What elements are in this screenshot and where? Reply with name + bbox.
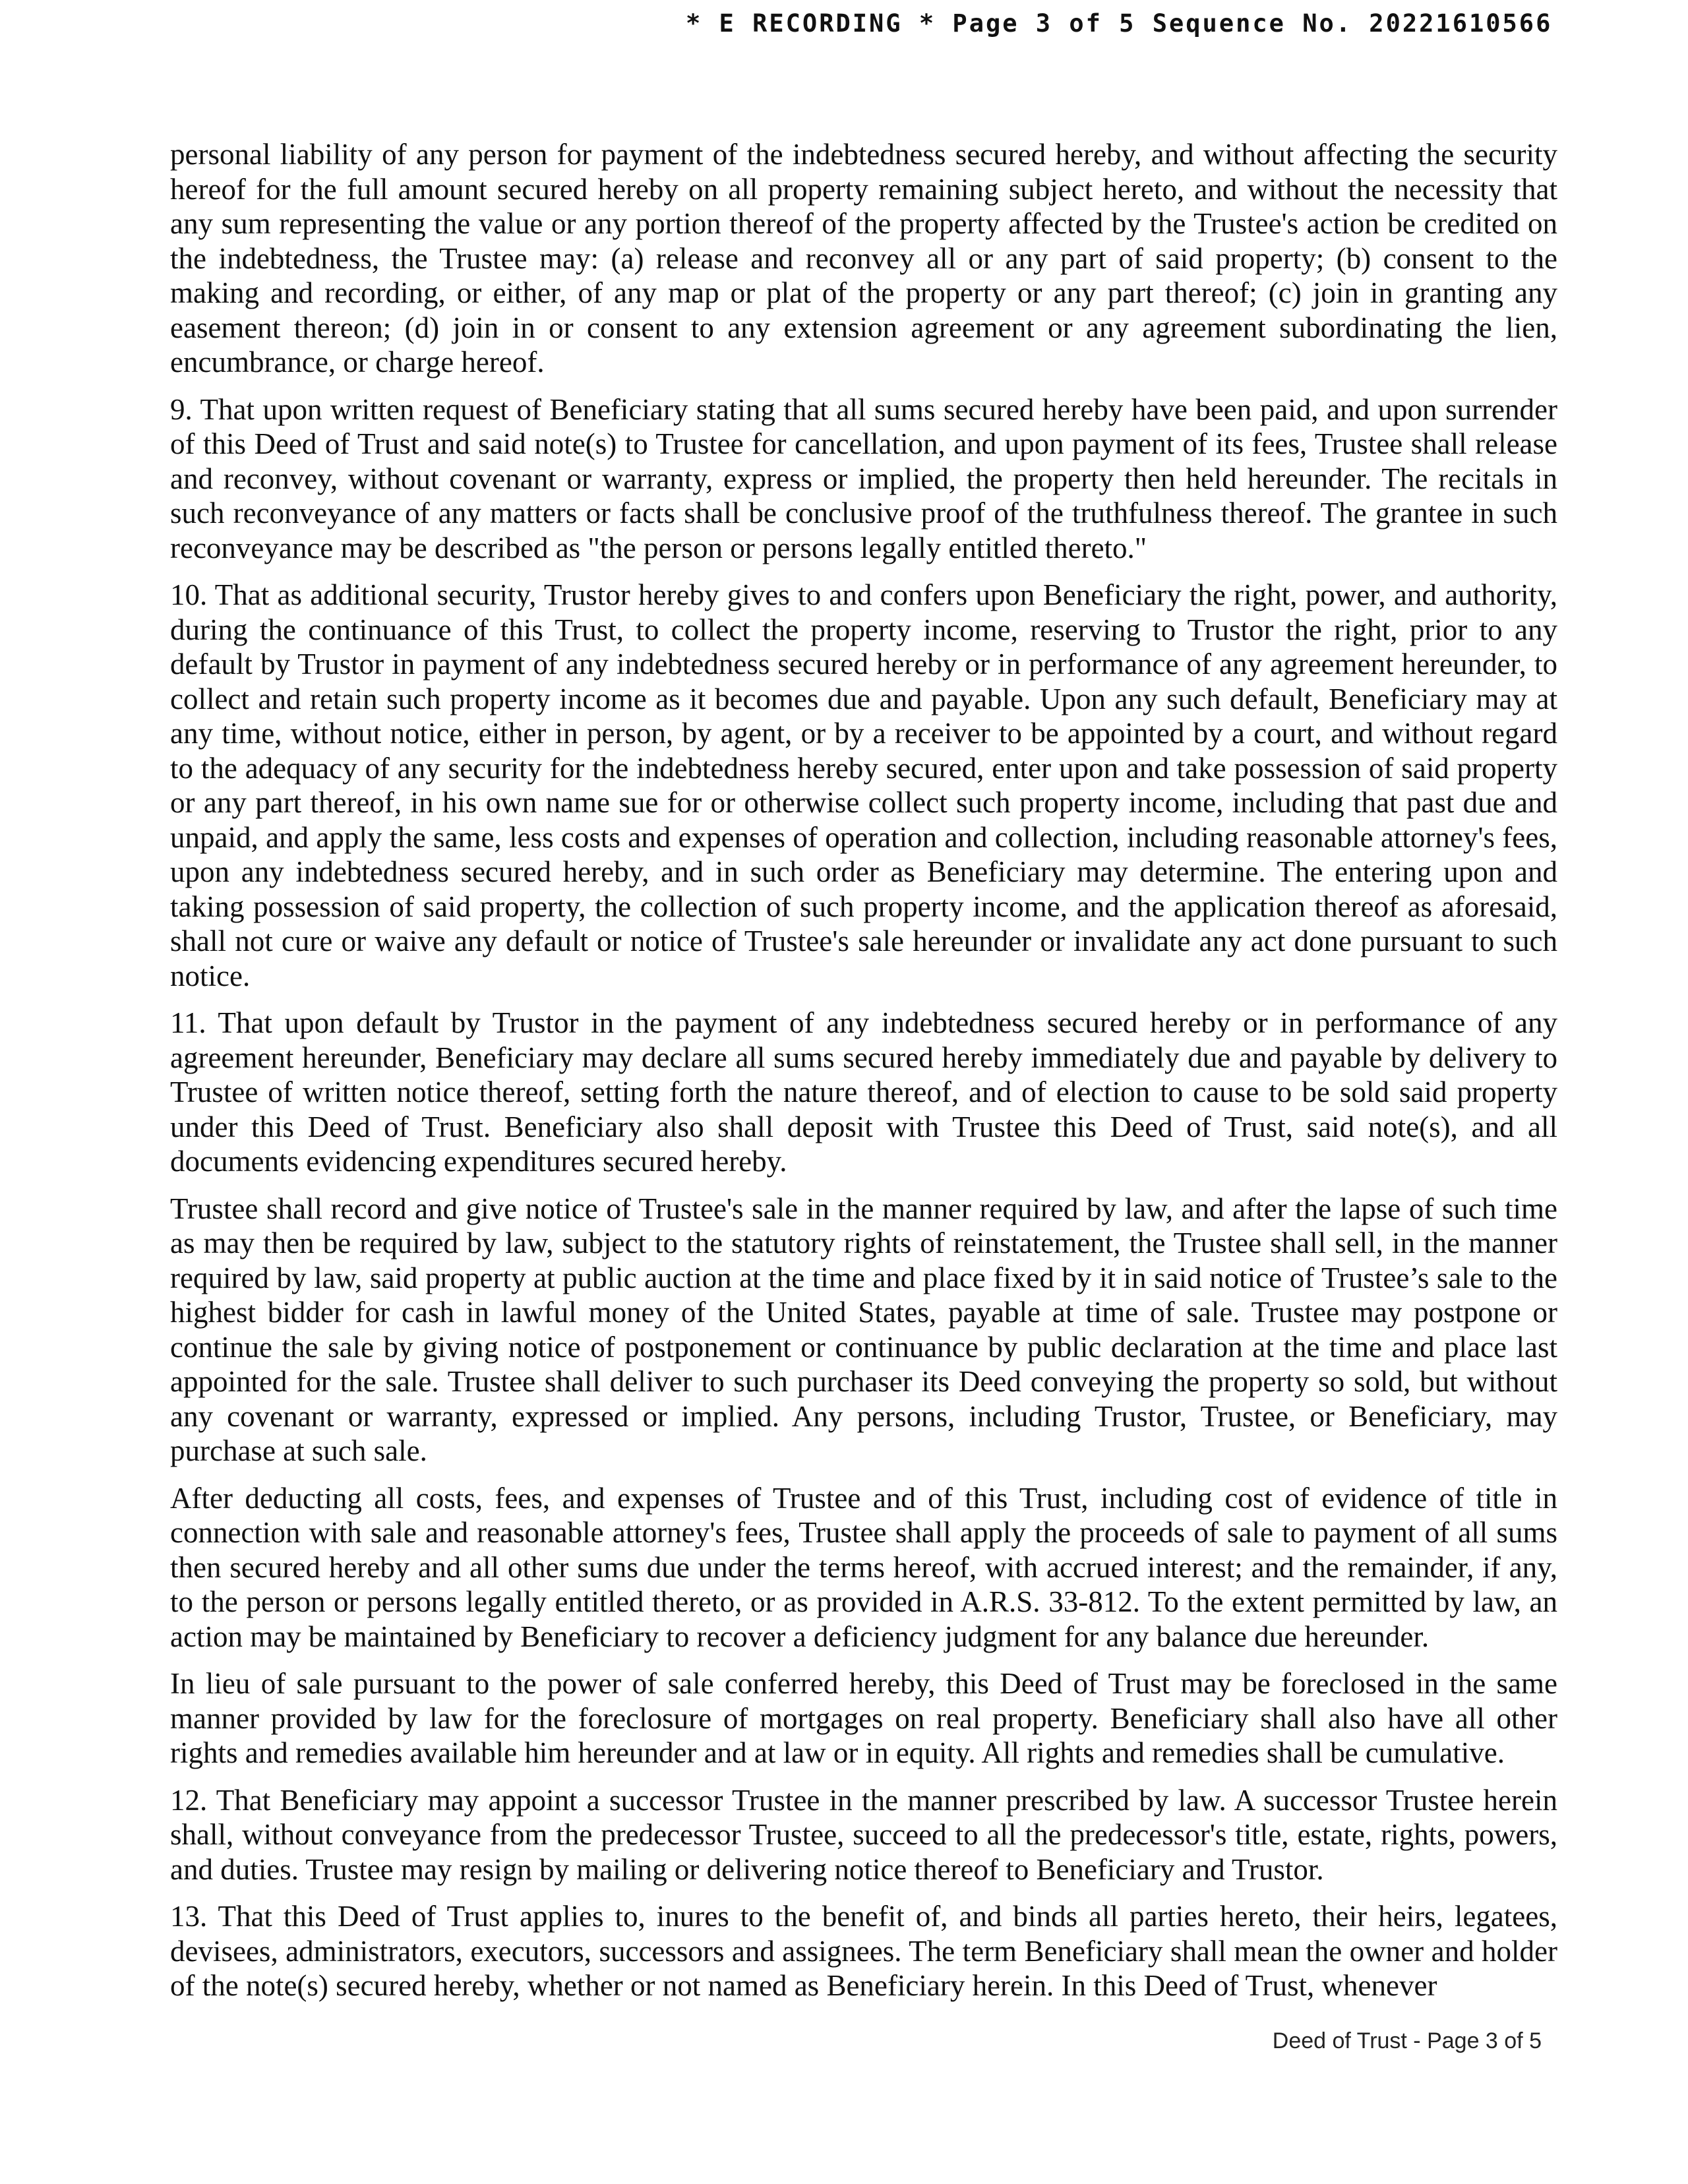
- paragraph-proceeds: After deducting all costs, fees, and expenses of Trustee and of this Trust, including cost of evidence of title in connection with sale and reasonable attorney's fees, Trustee shall apply the proceeds of sale to payment of all sums then secured hereby and all other sums due under the terms hereof, with accrued interest; and the remainder, if any, to the person or persons legally entitled thereto, or as provided in A.R.S. 33-812. To the extent permitted by law, an action may be maintained by Beneficiary to recover a deficiency judgment for any balance due hereunder.: [170, 1481, 1557, 1653]
- paragraph-section-9: 9. That upon written request of Beneficiary stating that all sums secured hereby have been paid, and upon surrender of this Deed of Trust and said note(s) to Trustee for cancellation, and upon payment of its fees, Trustee shall release and reconvey, without covenant or warranty, express or implied, the property then held hereunder. The recitals in such reconveyance of any matters or facts shall be conclusive proof of the truthfulness thereof. The grantee in such reconveyance may be described as "the person or persons legally entitled thereto.": [170, 392, 1557, 564]
- recording-header: * E RECORDING * Page 3 of 5 Sequence No. 20221610566: [686, 9, 1553, 38]
- document-body: [170, 137, 1557, 2016]
- paragraph-trustee-sale: Trustee shall record and give notice of Trustee's sale in the manner required by law, and after the lapse of such time as may then be required by law, subject to the statutory rights of reinstatement, the Trustee shall sell, in the manner required by law, said property at public auction at the time and place fixed by it in said notice of Trustee’s sale to the highest bidder for cash in lawful money of the United States, payable at time of sale. Trustee may postpone or continue the sale by giving notice of postponement or continuance by public declaration at the time and place last appointed for the sale. Trustee shall deliver to such purchaser its Deed conveying the property so sold, but without any covenant or warranty, expressed or implied. Any persons, including Trustor, Trustee, or Beneficiary, may purchase at such sale.: [170, 1192, 1557, 1467]
- paragraph-section-13: 13. That this Deed of Trust applies to, inures to the benefit of, and binds all parties hereto, their heirs, legatees, devisees, administrators, executors, successors and assignees. The term Beneficiary shall mean the owner and holder of the note(s) secured hereby, whether or not named as Beneficiary herein. In this Deed of Trust, whenever: [170, 1900, 1557, 2002]
- page-footer: Deed of Trust - Page 3 of 5: [1272, 2028, 1542, 2053]
- paragraph-section-12: 12. That Beneficiary may appoint a successor Trustee in the manner prescribed by law. A successor Trustee herein shall, without conveyance from the predecessor Trustee, succeed to all the predecessor's title, estate, rights, powers, and duties. Trustee may resign by mailing or delivering notice thereof to Beneficiary and Trustor.: [170, 1783, 1557, 1886]
- paragraph-continuation: personal liability of any person for payment of the indebtedness secured hereby, and without affecting the security hereof for the full amount secured hereby on all property remaining subject hereto, and without the necessity that any sum representing the value or any portion thereof of the property affected by the Trustee's action be credited on the indebtedness, the Trustee may: (a) release and reconvey all or any part of said property; (b) consent to the making and recording, or either, of any map or plat of the property or any part thereof; (c) join in granting any easement thereon; (d) join in or consent to any extension agreement or any agreement subordinating the lien, encumbrance, or charge hereof.: [170, 138, 1557, 379]
- paragraph-section-11: 11. That upon default by Trustor in the payment of any indebtedness secured hereby or in performance of any agreement hereunder, Beneficiary may declare all sums secured hereby immediately due and payable by delivery to Trustee of written notice thereof, setting forth the nature thereof, and of election to cause to be sold said property under this Deed of Trust. Beneficiary also shall deposit with Trustee this Deed of Trust, said note(s), and all documents evidencing expenditures secured hereby.: [170, 1006, 1557, 1178]
- paragraph-foreclosure: In lieu of sale pursuant to the power of sale conferred hereby, this Deed of Trust may be foreclosed in the same manner provided by law for the foreclosure of mortgages on real property. Beneficiary shall also have all other rights and remedies available him hereunder and at law or in equity. All rights and remedies shall be cumulative.: [170, 1667, 1557, 1769]
- paragraph-section-10: 10. That as additional security, Trustor hereby gives to and confers upon Beneficiary the right, power, and authority, during the continuance of this Trust, to collect the property income, reserving to Trustor the right, prior to any default by Trustor in payment of any indebtedness secured hereby or in performance of any agreement hereunder, to collect and retain such property income as it becomes due and payable. Upon any such default, Beneficiary may at any time, without notice, either in person, by agent, or by a receiver to be appointed by a court, and without regard to the adequacy of any security for the indebtedness hereby secured, enter upon and take possession of said property or any part thereof, in his own name sue for or otherwise collect such property income, including that past due and unpaid, and apply the same, less costs and expenses of operation and collection, including reasonable attorney's fees, upon any indebtedness secured hereby, and in such order as Beneficiary may determine. The entering upon and taking possession of said property, the collection of such property income, and the application thereof as aforesaid, shall not cure or waive any default or notice of Trustee's sale hereunder or invalidate any act done pursuant to such notice.: [170, 578, 1557, 992]
